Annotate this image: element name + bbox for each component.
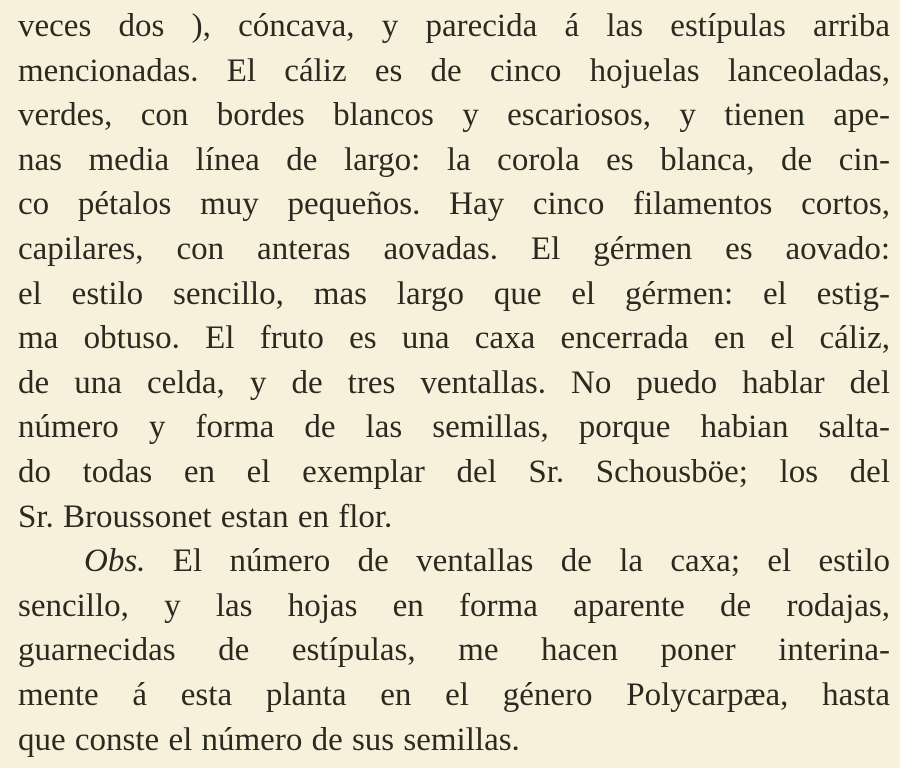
text-line: nas media línea de largo: la corola es blanca, de cin- [18, 141, 890, 178]
text-line: capilares, con anteras aovadas. El gérmen es aovado: [18, 230, 890, 267]
text-line: Sr. Broussonet estan en flor. [18, 498, 393, 535]
text-line: guarnecidas de estípulas, me hacen poner interina- [18, 632, 890, 669]
text-line: que conste el número de sus semillas. [18, 721, 520, 758]
text-line: mente á esta planta en el género Polycarpæa, hasta [18, 676, 890, 713]
text-line: número y forma de las semillas, porque habian salta- [18, 409, 890, 446]
text-line: verdes, con bordes blancos y escariosos, y tienen ape- [18, 97, 890, 134]
paragraph-observation [18, 539, 890, 762]
text-line: ma obtuso. El fruto es una caxa encerrada en el cáliz, [18, 320, 890, 357]
text-line: co pétalos muy pequeños. Hay cinco filamentos cortos, [18, 186, 890, 223]
text-line: de una celda, y de tres ventallas. No puedo hablar del [18, 364, 890, 401]
paragraph-description [18, 4, 890, 539]
obs-label: Obs. [84, 543, 146, 580]
text-line: sencillo, y las hojas en forma aparente de rodajas, [18, 587, 890, 624]
text-line: do todas en el exemplar del Sr. Schousböe; los del [18, 453, 890, 490]
text-line [18, 539, 890, 584]
text-line: el estilo sencillo, mas largo que el gérmen: el estig- [18, 275, 890, 312]
text-line: mencionadas. El cáliz es de cinco hojuelas lanceoladas, [18, 52, 890, 89]
text-line: veces dos ), cóncava, y parecida á las estípulas arriba [18, 8, 890, 44]
document-page [18, 4, 890, 762]
obs-text: El número de ventallas de la caxa; el estilo [145, 543, 890, 580]
